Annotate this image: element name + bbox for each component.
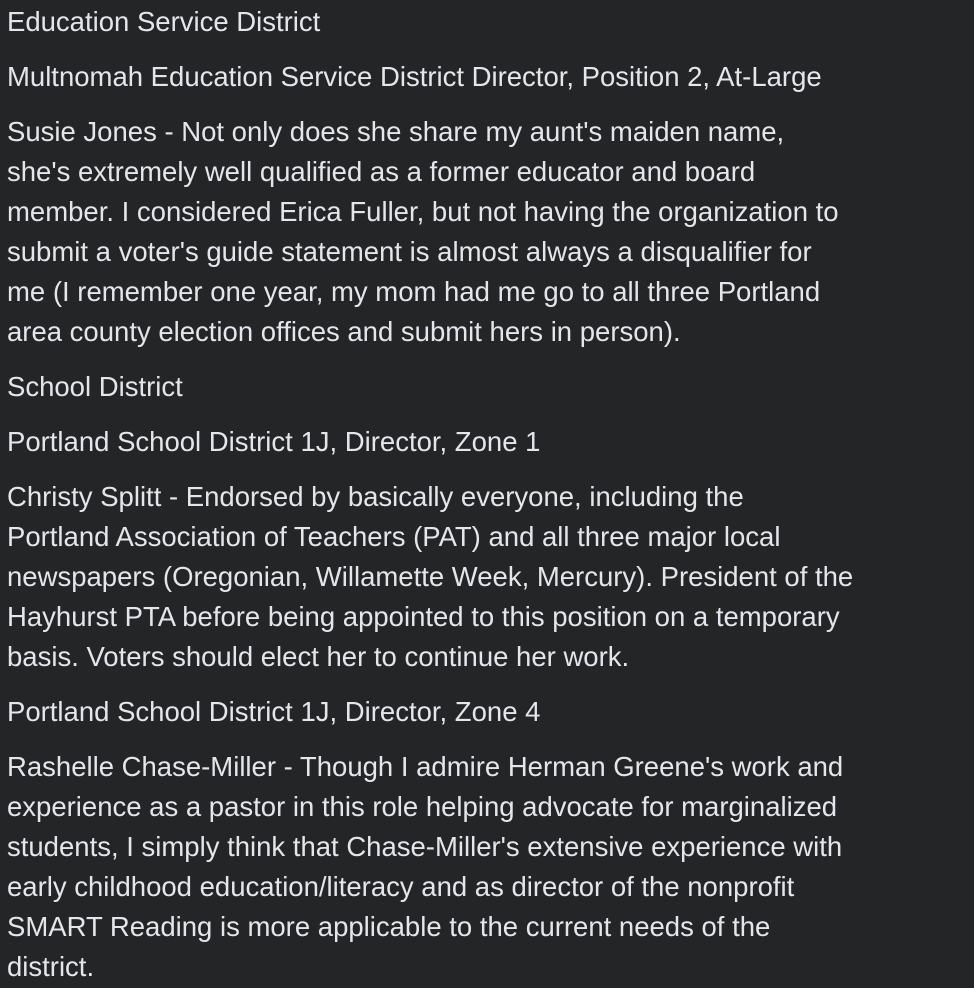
race-title-pps-zone-1: Portland School District 1J, Director, Zone 1 [7,426,541,457]
endorsement-christy-splitt: Christy Splitt - Endorsed by basically everyone, including the Portland Association of Teachers (PAT) and all three major local newspapers (Oregonian, Willamette Week, Mercury). President of the Hayhurst PTA before being appointed to this position on a temporary basis. Voters should elect her to continue her work. [7,481,854,672]
endorsement-susie-jones: Susie Jones - Not only does she share my aunt's maiden name, she's extremely well qualified as a former educator and board member. I considered Erica Fuller, but not having the organization to submit a voter's guide statement is almost always a disqualifier for me (I remember one year, my mom had me go to all three Portland area county election offices and submit hers in person). [7,116,839,347]
endorsement-rashelle-chase-miller: Rashelle Chase-Miller - Though I admire Herman Greene's work and experience as a pastor in this role helping advocate for marginalized students, I simply think that Chase-Miller's extensive experience with early childhood education/literacy and as director of the nonprofit SMART Reading is more applicable to the current needs of the district. [7,751,844,982]
section-heading-school-district: School District [7,371,183,402]
race-title-mesd-position-2: Multnomah Education Service District Director, Position 2, At-Large [7,61,822,92]
race-title-pps-zone-4: Portland School District 1J, Director, Zone 4 [7,696,541,727]
section-heading-education-service-district: Education Service District [7,6,321,37]
